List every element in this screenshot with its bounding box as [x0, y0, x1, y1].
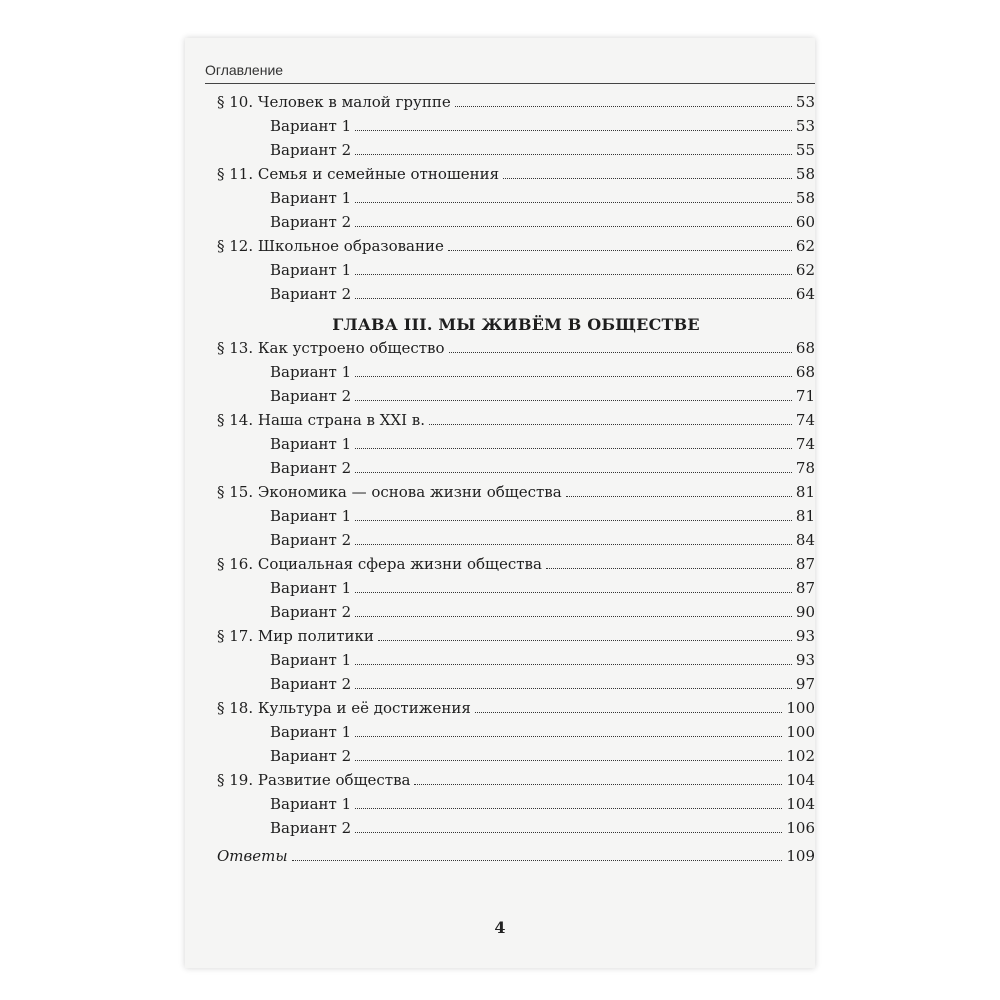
variant-label: Вариант 1 — [270, 189, 352, 207]
dot-leader — [414, 784, 782, 785]
toc-entry-variant — [217, 747, 815, 771]
dot-leader — [355, 226, 792, 227]
section-title: Человек в малой группе — [257, 93, 451, 111]
dot-leader — [355, 688, 792, 689]
toc-entry-page: 74 — [795, 435, 815, 453]
toc-entry-page: 81 — [795, 507, 815, 525]
variant-label: Вариант 2 — [270, 459, 352, 477]
toc-entry-section — [217, 93, 815, 117]
variant-label: Вариант 1 — [270, 507, 352, 525]
toc-entry-page: 93 — [795, 627, 815, 645]
dot-leader — [455, 106, 792, 107]
toc-entry-answers — [217, 847, 815, 871]
toc-entry-title — [217, 237, 446, 255]
variant-label: Вариант 1 — [270, 363, 352, 381]
chapter-heading: ГЛАВА III. МЫ ЖИВЁМ В ОБЩЕСТВЕ — [332, 314, 700, 334]
toc-entry-page: 87 — [795, 579, 815, 597]
dot-leader — [355, 808, 782, 809]
toc-entry-page: 104 — [786, 771, 815, 789]
section-number: § 17. — [217, 627, 254, 645]
toc-entry-page: 62 — [795, 261, 815, 279]
dot-leader — [355, 202, 792, 203]
variant-label: Вариант 2 — [270, 141, 352, 159]
toc-entry-variant — [217, 723, 815, 747]
variant-label: Вариант 2 — [270, 285, 352, 303]
dot-leader — [378, 640, 792, 641]
section-number: § 16. — [217, 555, 254, 573]
toc-entry-page: 97 — [795, 675, 815, 693]
toc-entry-page: 81 — [795, 483, 815, 501]
variant-label: Вариант 1 — [270, 795, 352, 813]
toc-entry-title — [217, 483, 564, 501]
toc-entry-variant — [217, 363, 815, 387]
variant-label: Вариант 2 — [270, 819, 352, 837]
dot-leader — [355, 400, 792, 401]
dot-leader — [292, 860, 783, 861]
toc-entry-variant — [217, 459, 815, 483]
section-number: § 10. — [217, 93, 254, 111]
toc-entry-page: 68 — [795, 339, 815, 357]
toc-entry-variant — [217, 531, 815, 555]
toc-entry-section — [217, 411, 815, 435]
toc-entry-title — [217, 555, 544, 573]
toc-entry-section — [217, 483, 815, 507]
toc-entry-page: 93 — [795, 651, 815, 669]
toc-entry-title — [217, 339, 447, 357]
variant-label: Вариант 1 — [270, 651, 352, 669]
toc-entry-page: 100 — [786, 699, 815, 717]
toc-entry-title — [217, 771, 412, 789]
toc-entry-title — [217, 165, 501, 183]
toc-entry-title — [217, 93, 453, 111]
toc-entry-section — [217, 237, 815, 261]
variant-label: Вариант 1 — [270, 723, 352, 741]
toc-entry-section — [217, 165, 815, 189]
toc-entry-section — [217, 627, 815, 651]
toc-entry-page: 58 — [795, 189, 815, 207]
dot-leader — [355, 472, 792, 473]
dot-leader — [355, 130, 792, 131]
toc-entry-variant — [217, 285, 815, 309]
dot-leader — [355, 298, 792, 299]
toc-entry-variant — [217, 387, 815, 411]
dot-leader — [355, 274, 792, 275]
dot-leader — [503, 178, 792, 179]
toc-entry-variant — [217, 213, 815, 237]
section-number: § 12. — [217, 237, 254, 255]
toc-entry-section — [217, 699, 815, 723]
section-title: Наша страна в XXI в. — [257, 411, 426, 429]
section-number: § 11. — [217, 165, 254, 183]
variant-label: Вариант 1 — [270, 261, 352, 279]
toc-entry-section — [217, 555, 815, 579]
toc-entry-variant — [217, 507, 815, 531]
toc-entry-title — [217, 627, 376, 645]
section-number: § 18. — [217, 699, 254, 717]
toc-entry-page: 74 — [795, 411, 815, 429]
toc-entry-variant — [217, 117, 815, 141]
toc-entry-variant — [217, 603, 815, 627]
toc-entry-variant — [217, 141, 815, 165]
toc-entry-variant — [217, 189, 815, 213]
toc-block-before-chapter — [217, 93, 815, 309]
toc-entry-page: 68 — [795, 363, 815, 381]
toc-entry-variant — [217, 795, 815, 819]
toc-entry-title: Ответы — [217, 847, 288, 865]
variant-label: Вариант 2 — [270, 387, 352, 405]
dot-leader — [355, 544, 792, 545]
toc-entry-variant — [217, 675, 815, 699]
dot-leader — [355, 448, 792, 449]
toc-entry-page: 53 — [795, 93, 815, 111]
dot-leader — [355, 154, 792, 155]
variant-label: Вариант 2 — [270, 603, 352, 621]
toc-entry-variant — [217, 579, 815, 603]
variant-label: Вариант 1 — [270, 579, 352, 597]
toc-entry-title — [217, 411, 427, 429]
page-number: 4 — [494, 918, 506, 937]
toc-entry-section — [217, 339, 815, 363]
toc-entry-title — [217, 699, 473, 717]
section-title: Социальная сфера жизни общества — [257, 555, 542, 573]
section-number: § 19. — [217, 771, 254, 789]
toc-entry-page: 55 — [795, 141, 815, 159]
dot-leader — [546, 568, 792, 569]
toc-entry-page: 84 — [795, 531, 815, 549]
toc-entry-variant — [217, 819, 815, 843]
variant-label: Вариант 2 — [270, 747, 352, 765]
toc-entry-page: 104 — [786, 795, 815, 813]
toc-entry-page: 53 — [795, 117, 815, 135]
section-title: Мир политики — [257, 627, 374, 645]
dot-leader — [355, 376, 792, 377]
variant-label: Вариант 1 — [270, 117, 352, 135]
toc-entry-page: 60 — [795, 213, 815, 231]
section-title: Школьное образование — [257, 237, 444, 255]
dot-leader — [355, 592, 792, 593]
toc-entry-page: 102 — [786, 747, 815, 765]
section-title: Культура и её достижения — [257, 699, 471, 717]
toc-entry-page: 58 — [795, 165, 815, 183]
toc-entry-page: 87 — [795, 555, 815, 573]
toc-entry-page: 106 — [786, 819, 815, 837]
section-title: Развитие общества — [257, 771, 411, 789]
dot-leader — [355, 832, 782, 833]
section-number: § 13. — [217, 339, 254, 357]
dot-leader — [449, 352, 792, 353]
toc-entry-page: 62 — [795, 237, 815, 255]
dot-leader — [566, 496, 792, 497]
toc-entry-page: 90 — [795, 603, 815, 621]
running-header: Оглавление — [205, 62, 284, 78]
section-title: Экономика — основа жизни общества — [257, 483, 562, 501]
toc-entry-variant — [217, 651, 815, 675]
variant-label: Вариант 2 — [270, 213, 352, 231]
section-title: Семья и семейные отношения — [257, 165, 500, 183]
dot-leader — [475, 712, 783, 713]
section-number: § 15. — [217, 483, 254, 501]
dot-leader — [355, 520, 792, 521]
toc-entry-variant — [217, 261, 815, 285]
table-of-contents — [217, 93, 815, 871]
variant-label: Вариант 1 — [270, 435, 352, 453]
dot-leader — [355, 736, 782, 737]
dot-leader — [448, 250, 792, 251]
section-title: Как устроено общество — [257, 339, 445, 357]
section-number: § 14. — [217, 411, 254, 429]
toc-entry-page: 78 — [795, 459, 815, 477]
toc-block-after-chapter — [217, 339, 815, 843]
dot-leader — [355, 664, 792, 665]
toc-entry-page: 71 — [795, 387, 815, 405]
variant-label: Вариант 2 — [270, 675, 352, 693]
dot-leader — [355, 760, 782, 761]
header-divider — [205, 83, 815, 84]
variant-label: Вариант 2 — [270, 531, 352, 549]
toc-entry-page: 109 — [786, 847, 815, 865]
toc-entry-variant — [217, 435, 815, 459]
toc-entry-page: 64 — [795, 285, 815, 303]
dot-leader — [355, 616, 792, 617]
toc-entry-page: 100 — [786, 723, 815, 741]
toc-entry-section — [217, 771, 815, 795]
book-page — [185, 38, 815, 968]
dot-leader — [429, 424, 792, 425]
